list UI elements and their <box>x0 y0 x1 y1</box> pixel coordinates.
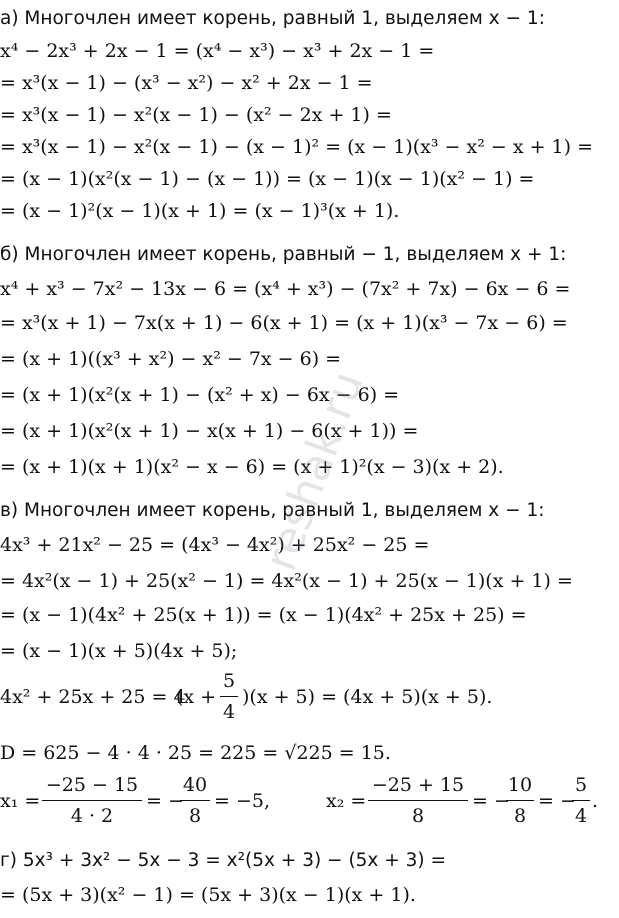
math-line: 4x³ + 21x² − 25 = (4x³ − 4x²) + 25x² − 25 = <box>0 534 430 556</box>
fraction-denominator: 4 · 2 <box>70 805 114 827</box>
fraction-denominator: 4 <box>574 805 588 827</box>
fraction-numerator: −25 + 15 <box>371 774 465 796</box>
math-line: = 4x²(x − 1) + 25(x² − 1) = 4x²(x − 1) + 25(x − 1)(x + 1) = <box>0 570 573 592</box>
watermark-logo: reshak.ru <box>255 365 374 578</box>
math-line: = (x − 1)(4x² + 25(x + 1)) = (x − 1)(4x² + 25x + 25) = <box>0 604 527 626</box>
x1-fraction-2 <box>180 772 210 829</box>
math-line: = x³(x − 1) − x²(x − 1) − (x − 1)² = (x − 1)(x³ − x² − x + 1) = <box>0 136 593 158</box>
fraction-numerator: −25 − 15 <box>45 774 139 796</box>
math-line: = (x − 1)²(x − 1)(x + 1) = (x − 1)³(x + 1). <box>0 200 400 222</box>
math-line: = (x + 1)(x²(x + 1) − (x² + x) − 6x − 6) = <box>0 384 400 406</box>
fraction-denominator: 8 <box>513 805 527 827</box>
fraction-numerator: 5 <box>222 670 236 692</box>
part-a-heading: а) Многочлен имеет корень, равный 1, выделяем x − 1: <box>0 8 545 29</box>
x1-fraction <box>42 772 142 829</box>
math-line: = (x + 1)(x + 1)(x² − x − 6) = (x + 1)²(x − 3)(x + 2). <box>0 456 504 478</box>
fraction-bar <box>572 800 590 801</box>
fraction-bar <box>368 800 468 801</box>
math-line: = x³(x − 1) − (x³ − x²) − x² + 2x − 1 = <box>0 72 373 94</box>
x1-result: = −5, <box>214 790 271 812</box>
fraction-denominator: 4 <box>222 701 236 723</box>
fraction-bar <box>42 800 142 801</box>
factor-line <box>0 666 619 728</box>
math-line: = (x + 1)(x²(x + 1) − x(x + 1) − 6(x + 1)) = <box>0 420 419 442</box>
fraction-5-4 <box>220 668 238 725</box>
x1-label: x₁ = <box>0 790 41 812</box>
x2-fraction <box>368 772 468 829</box>
x2-label: x₂ = <box>326 790 367 812</box>
fraction-numerator: 10 <box>507 774 533 796</box>
math-line: x⁴ + x³ − 7x² − 13x − 6 = (x⁴ + x³) − (7x² + 7x) − 6x − 6 = <box>0 278 571 300</box>
math-line: x⁴ − 2x³ + 2x − 1 = (x⁴ − x³) − x³ + 2x − 1 = <box>0 40 435 62</box>
x2-end: . <box>592 790 599 812</box>
part-g-line-2: = (5x + 3)(x² − 1) = (5x + 3)(x − 1)(x + 1). <box>0 884 416 906</box>
fraction-numerator: 40 <box>182 774 208 796</box>
factor-right: )(x + 5) = (4x + 5)(x + 5). <box>242 686 493 708</box>
factor-left: 4x² + 25x + 25 = 4 <box>0 686 186 708</box>
fraction-bar <box>506 800 534 801</box>
discriminant-line: D = 625 − 4 · 4 · 25 = 225 = √225 = 15. <box>0 742 391 764</box>
x2-fraction-3 <box>572 772 590 829</box>
math-line: = x³(x + 1) − 7x(x + 1) − 6(x + 1) = (x + 1)(x³ − 7x − 6) = <box>0 312 568 334</box>
fraction-denominator: 8 <box>188 805 202 827</box>
roots-line <box>0 770 619 832</box>
part-g-line-1: г) 5x³ + 3x² − 5x − 3 = x²(5x + 3) − (5x + 3) = <box>0 850 447 871</box>
math-line: = x³(x − 1) − x²(x − 1) − (x² − 2x + 1) = <box>0 104 392 126</box>
part-v-heading: в) Многочлен имеет корень, равный 1, выделяем x − 1: <box>0 500 545 521</box>
fraction-numerator: 5 <box>574 774 588 796</box>
math-line: = (x + 1)((x³ + x²) − x² − 7x − 6) = <box>0 348 342 370</box>
math-line: = (x − 1)(x + 5)(4x + 5); <box>0 640 238 662</box>
x2-eq: = − <box>472 790 510 812</box>
part-b-heading: б) Многочлен имеет корень, равный − 1, выделяем x + 1: <box>0 244 567 265</box>
math-line: = (x − 1)(x²(x − 1) − (x − 1)) = (x − 1)(x − 1)(x² − 1) = <box>0 168 535 190</box>
x2-fraction-2 <box>506 772 534 829</box>
x2-eq-2: = − <box>538 790 576 812</box>
factor-paren-open: (x + <box>176 686 217 708</box>
fraction-bar <box>220 696 238 697</box>
fraction-bar <box>180 800 210 801</box>
fraction-denominator: 8 <box>411 805 425 827</box>
x1-eq: = − <box>146 790 184 812</box>
